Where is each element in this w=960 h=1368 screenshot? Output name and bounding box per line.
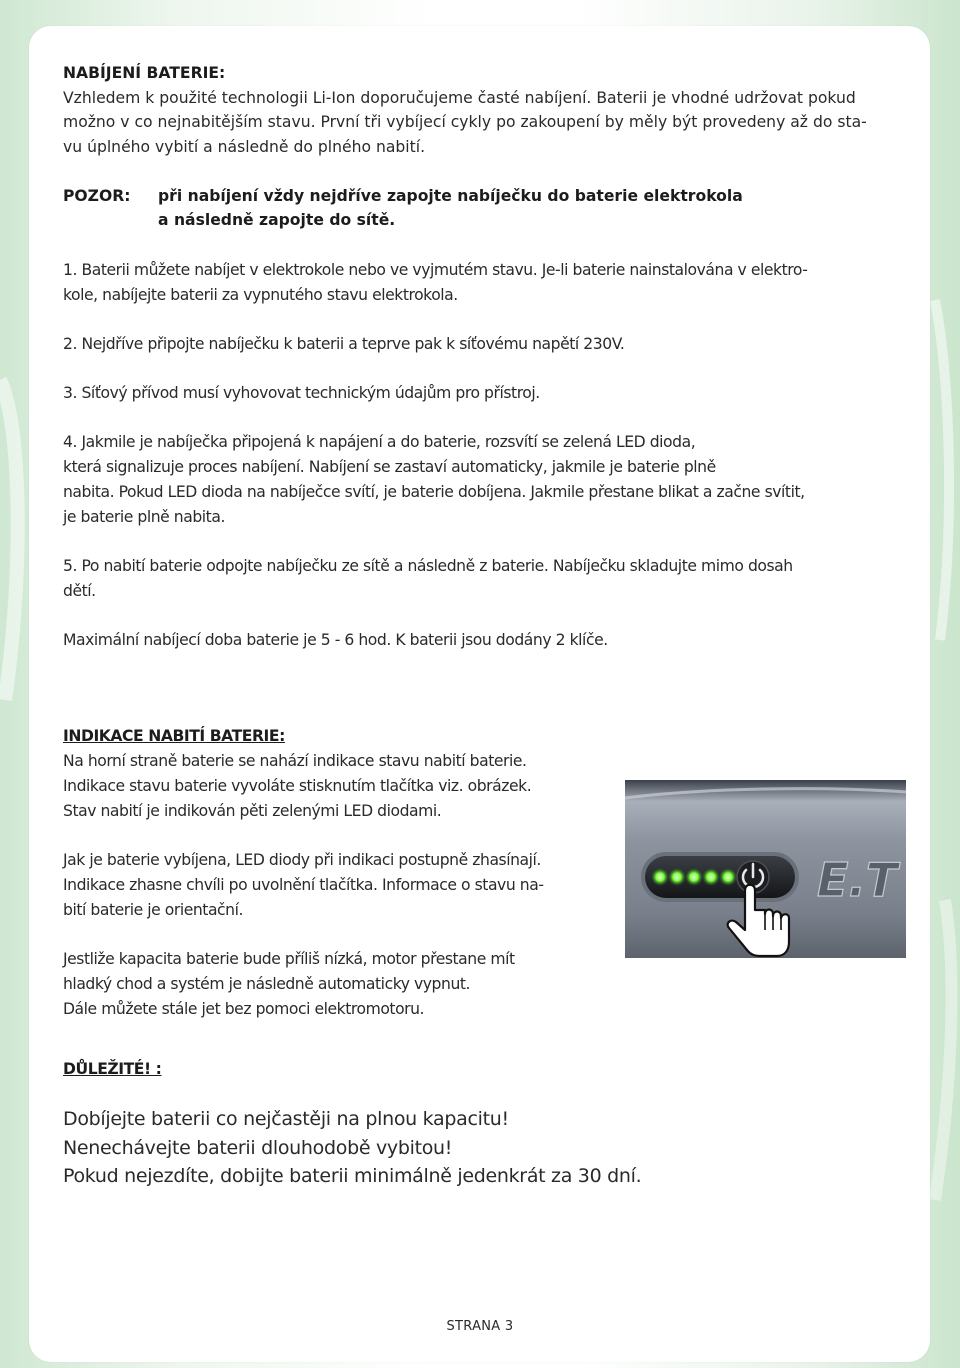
step-4-line-1: 4. Jakmile je nabíječka připojená k napájení a do baterie, rozsvítí se zelená LED dioda, (63, 433, 696, 451)
svg-text:E.T: E.T (817, 853, 898, 907)
led-3 (685, 868, 703, 886)
indication-p3-line-2: hladký chod a systém je následně automaticky vypnut. (63, 975, 471, 993)
indication-p2-line-1: Jak je baterie vybíjena, LED diody při indikaci postupně zhasínají. (63, 851, 541, 869)
charging-heading: NABÍJENÍ BATERIE: (63, 64, 226, 82)
indication-p2-line-2: Indikace zhasne chvíli po uvolnění tlačítka. Informace o stavu na- (63, 876, 544, 894)
warning-line-2: a následně zapojte do sítě. (158, 211, 396, 229)
indication-p1-line-3: Stav nabití je indikován pěti zelenými LED diodami. (63, 802, 442, 820)
intro-line-1: Vzhledem k použité technologii Li-Ion doporučujeme časté nabíjení. Baterii je vhodné udržovat pokud (63, 89, 856, 107)
step-4-line-3: nabita. Pokud LED dioda na nabíječce svítí, je baterie dobíjena. Jakmile přestane blikat a začne svítit, (63, 483, 805, 501)
indication-heading: INDIKACE NABITÍ BATERIE: (63, 727, 285, 745)
indication-p1-line-2: Indikace stavu baterie vyvoláte stisknutím tlačítka viz. obrázek. (63, 777, 532, 795)
step-4-line-4: je baterie plně nabita. (63, 508, 225, 526)
battery-indicator-photo (625, 780, 906, 958)
warning-label: POZOR: (63, 187, 131, 205)
warning-line-1: při nabíjení vždy nejdříve zapojte nabíječku do baterie elektrokola (158, 187, 743, 205)
intro-line-2: možno v co nejnabitějším stavu. První tři vybíjecí cykly po zakoupení by měly být provedeny až do sta- (63, 113, 867, 131)
important-line-1: Dobíjejte baterii co nejčastěji na plnou kapacitu! (63, 1108, 509, 1130)
page-number: STRANA 3 (446, 1319, 514, 1334)
step-4-line-2: která signalizuje proces nabíjení. Nabíjení se zastaví automaticky, jakmile je baterie plně (63, 458, 716, 476)
step-1-line-2: kole, nabíjejte baterii za vypnutého stavu elektrokola. (63, 286, 458, 304)
intro-line-3: vu úplného vybití a následně do plného nabití. (63, 138, 426, 156)
step-5-line-1: 5. Po nabití baterie odpojte nabíječku ze sítě a následně z baterie. Nabíječku skladujte mimo dosah (63, 557, 793, 575)
brand-lettering (817, 853, 901, 907)
led-5 (719, 868, 737, 886)
led-4 (702, 868, 720, 886)
step-5-line-2: dětí. (63, 582, 96, 600)
indication-p2-line-3: bití baterie je orientační. (63, 901, 244, 919)
indication-p3-line-3: Dále můžete stále jet bez pomoci elektromotoru. (63, 1000, 425, 1018)
led-1 (651, 868, 669, 886)
step-1-line-1: 1. Baterii můžete nabíjet v elektrokole nebo ve vyjmutém stavu. Je-li baterie nainstalována v elektro- (63, 261, 808, 279)
important-line-3: Pokud nejezdíte, dobijte baterii minimálně jedenkrát za 30 dní. (63, 1165, 642, 1187)
led-2 (668, 868, 686, 886)
led-group (651, 868, 737, 886)
max-charge-time: Maximální nabíjecí doba baterie je 5 - 6 hod. K baterii jsou dodány 2 klíče. (63, 631, 608, 649)
step-2: 2. Nejdříve připojte nabíječku k baterii a teprve pak k síťovému napětí 230V. (63, 335, 625, 353)
indication-p1-line-1: Na horní straně baterie se nahází indikace stavu nabití baterie. (63, 752, 527, 770)
indication-p3-line-1: Jestliže kapacita baterie bude příliš nízká, motor přestane mít (63, 950, 515, 968)
important-heading: DŮLEŽITÉ! : (63, 1060, 162, 1078)
important-line-2: Nenechávejte baterii dlouhodobě vybitou! (63, 1137, 453, 1159)
step-3: 3. Síťový přívod musí vyhovovat technickým údajům pro přístroj. (63, 384, 540, 402)
